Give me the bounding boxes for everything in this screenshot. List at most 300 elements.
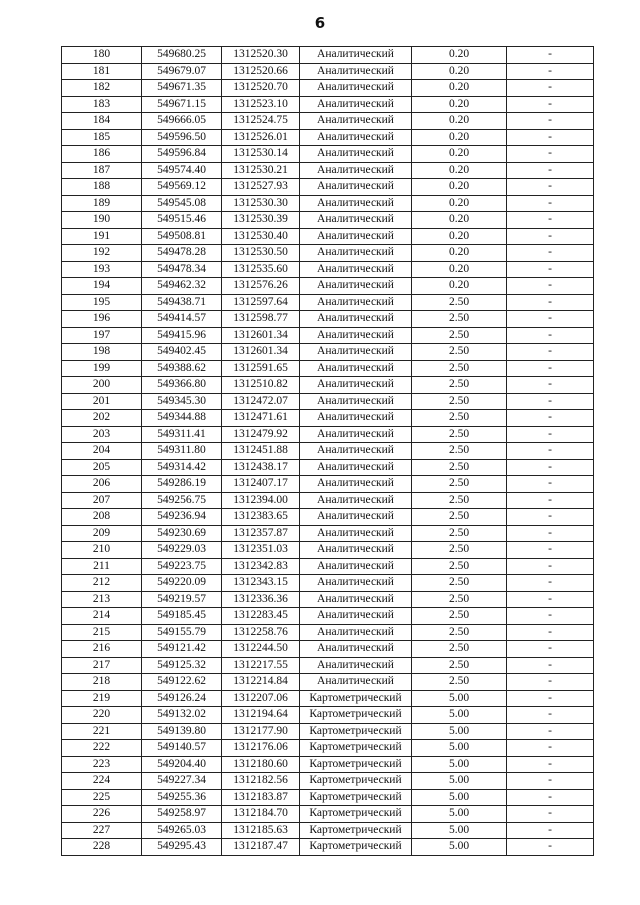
x-coordinate-cell: 549230.69 <box>142 525 222 542</box>
method-cell: Аналитический <box>300 558 412 575</box>
accuracy-cell: 2.50 <box>412 542 507 559</box>
note-cell: - <box>507 426 594 443</box>
table-row <box>62 146 594 163</box>
method-cell: Картометрический <box>300 723 412 740</box>
x-coordinate-cell: 549236.94 <box>142 509 222 526</box>
x-coordinate-cell: 549462.32 <box>142 278 222 295</box>
y-coordinate-cell: 1312576.26 <box>222 278 300 295</box>
y-coordinate-cell: 1312207.06 <box>222 690 300 707</box>
accuracy-cell: 2.50 <box>412 509 507 526</box>
note-cell: - <box>507 47 594 64</box>
note-cell: - <box>507 459 594 476</box>
note-cell: - <box>507 558 594 575</box>
table-row <box>62 608 594 625</box>
note-cell: - <box>507 756 594 773</box>
y-coordinate-cell: 1312176.06 <box>222 740 300 757</box>
y-coordinate-cell: 1312383.65 <box>222 509 300 526</box>
method-cell: Аналитический <box>300 344 412 361</box>
point-number-cell: 208 <box>62 509 142 526</box>
point-number-cell: 194 <box>62 278 142 295</box>
x-coordinate-cell: 549204.40 <box>142 756 222 773</box>
method-cell: Аналитический <box>300 278 412 295</box>
point-number-cell: 200 <box>62 377 142 394</box>
y-coordinate-cell: 1312526.01 <box>222 129 300 146</box>
accuracy-cell: 0.20 <box>412 80 507 97</box>
method-cell: Аналитический <box>300 129 412 146</box>
note-cell: - <box>507 393 594 410</box>
table-row <box>62 789 594 806</box>
method-cell: Картометрический <box>300 773 412 790</box>
table-row <box>62 641 594 658</box>
point-number-cell: 197 <box>62 327 142 344</box>
note-cell: - <box>507 96 594 113</box>
accuracy-cell: 2.50 <box>412 525 507 542</box>
y-coordinate-cell: 1312601.34 <box>222 344 300 361</box>
note-cell: - <box>507 806 594 823</box>
point-number-cell: 227 <box>62 822 142 839</box>
note-cell: - <box>507 575 594 592</box>
x-coordinate-cell: 549229.03 <box>142 542 222 559</box>
point-number-cell: 206 <box>62 476 142 493</box>
x-coordinate-cell: 549140.57 <box>142 740 222 757</box>
method-cell: Аналитический <box>300 492 412 509</box>
note-cell: - <box>507 377 594 394</box>
table-row <box>62 129 594 146</box>
note-cell: - <box>507 129 594 146</box>
accuracy-cell: 5.00 <box>412 773 507 790</box>
note-cell: - <box>507 542 594 559</box>
point-number-cell: 212 <box>62 575 142 592</box>
point-number-cell: 183 <box>62 96 142 113</box>
accuracy-cell: 0.20 <box>412 162 507 179</box>
note-cell: - <box>507 509 594 526</box>
point-number-cell: 195 <box>62 294 142 311</box>
method-cell: Аналитический <box>300 657 412 674</box>
method-cell: Аналитический <box>300 80 412 97</box>
note-cell: - <box>507 63 594 80</box>
note-cell: - <box>507 690 594 707</box>
method-cell: Аналитический <box>300 327 412 344</box>
table-row <box>62 212 594 229</box>
y-coordinate-cell: 1312530.30 <box>222 195 300 212</box>
note-cell: - <box>507 294 594 311</box>
accuracy-cell: 5.00 <box>412 789 507 806</box>
method-cell: Картометрический <box>300 839 412 856</box>
method-cell: Картометрический <box>300 707 412 724</box>
method-cell: Аналитический <box>300 294 412 311</box>
y-coordinate-cell: 1312407.17 <box>222 476 300 493</box>
note-cell: - <box>507 674 594 691</box>
accuracy-cell: 5.00 <box>412 806 507 823</box>
table-row <box>62 96 594 113</box>
point-number-cell: 217 <box>62 657 142 674</box>
x-coordinate-cell: 549388.62 <box>142 360 222 377</box>
accuracy-cell: 0.20 <box>412 278 507 295</box>
point-number-cell: 222 <box>62 740 142 757</box>
accuracy-cell: 2.50 <box>412 476 507 493</box>
y-coordinate-cell: 1312451.88 <box>222 443 300 460</box>
point-number-cell: 211 <box>62 558 142 575</box>
y-coordinate-cell: 1312520.70 <box>222 80 300 97</box>
y-coordinate-cell: 1312510.82 <box>222 377 300 394</box>
method-cell: Аналитический <box>300 575 412 592</box>
method-cell: Аналитический <box>300 162 412 179</box>
table-row <box>62 113 594 130</box>
x-coordinate-cell: 549155.79 <box>142 624 222 641</box>
point-number-cell: 182 <box>62 80 142 97</box>
accuracy-cell: 0.20 <box>412 96 507 113</box>
x-coordinate-cell: 549227.34 <box>142 773 222 790</box>
x-coordinate-cell: 549671.35 <box>142 80 222 97</box>
point-number-cell: 207 <box>62 492 142 509</box>
point-number-cell: 198 <box>62 344 142 361</box>
table-row <box>62 542 594 559</box>
table-row <box>62 690 594 707</box>
y-coordinate-cell: 1312185.63 <box>222 822 300 839</box>
table-row <box>62 245 594 262</box>
method-cell: Аналитический <box>300 261 412 278</box>
coordinates-table <box>61 46 594 856</box>
point-number-cell: 192 <box>62 245 142 262</box>
point-number-cell: 199 <box>62 360 142 377</box>
x-coordinate-cell: 549311.80 <box>142 443 222 460</box>
x-coordinate-cell: 549596.50 <box>142 129 222 146</box>
table-row <box>62 476 594 493</box>
method-cell: Аналитический <box>300 228 412 245</box>
method-cell: Аналитический <box>300 443 412 460</box>
method-cell: Аналитический <box>300 179 412 196</box>
table-row <box>62 773 594 790</box>
method-cell: Аналитический <box>300 476 412 493</box>
x-coordinate-cell: 549258.97 <box>142 806 222 823</box>
table-row <box>62 443 594 460</box>
method-cell: Аналитический <box>300 608 412 625</box>
table-row <box>62 822 594 839</box>
method-cell: Аналитический <box>300 360 412 377</box>
table-row <box>62 162 594 179</box>
x-coordinate-cell: 549121.42 <box>142 641 222 658</box>
method-cell: Аналитический <box>300 377 412 394</box>
table-row <box>62 179 594 196</box>
accuracy-cell: 2.50 <box>412 426 507 443</box>
table-row <box>62 311 594 328</box>
x-coordinate-cell: 549125.32 <box>142 657 222 674</box>
point-number-cell: 189 <box>62 195 142 212</box>
point-number-cell: 220 <box>62 707 142 724</box>
accuracy-cell: 0.20 <box>412 261 507 278</box>
method-cell: Аналитический <box>300 63 412 80</box>
x-coordinate-cell: 549139.80 <box>142 723 222 740</box>
x-coordinate-cell: 549219.57 <box>142 591 222 608</box>
x-coordinate-cell: 549508.81 <box>142 228 222 245</box>
y-coordinate-cell: 1312342.83 <box>222 558 300 575</box>
y-coordinate-cell: 1312530.40 <box>222 228 300 245</box>
point-number-cell: 186 <box>62 146 142 163</box>
note-cell: - <box>507 278 594 295</box>
y-coordinate-cell: 1312597.64 <box>222 294 300 311</box>
y-coordinate-cell: 1312471.61 <box>222 410 300 427</box>
accuracy-cell: 5.00 <box>412 822 507 839</box>
note-cell: - <box>507 789 594 806</box>
note-cell: - <box>507 179 594 196</box>
note-cell: - <box>507 624 594 641</box>
accuracy-cell: 0.20 <box>412 129 507 146</box>
point-number-cell: 204 <box>62 443 142 460</box>
point-number-cell: 203 <box>62 426 142 443</box>
y-coordinate-cell: 1312214.84 <box>222 674 300 691</box>
x-coordinate-cell: 549223.75 <box>142 558 222 575</box>
method-cell: Аналитический <box>300 426 412 443</box>
x-coordinate-cell: 549680.25 <box>142 47 222 64</box>
method-cell: Аналитический <box>300 542 412 559</box>
note-cell: - <box>507 212 594 229</box>
table-row <box>62 707 594 724</box>
table-row <box>62 839 594 856</box>
method-cell: Аналитический <box>300 47 412 64</box>
note-cell: - <box>507 492 594 509</box>
method-cell: Аналитический <box>300 393 412 410</box>
y-coordinate-cell: 1312183.87 <box>222 789 300 806</box>
table-row <box>62 344 594 361</box>
note-cell: - <box>507 839 594 856</box>
method-cell: Аналитический <box>300 674 412 691</box>
accuracy-cell: 2.50 <box>412 575 507 592</box>
accuracy-cell: 2.50 <box>412 393 507 410</box>
y-coordinate-cell: 1312180.60 <box>222 756 300 773</box>
x-coordinate-cell: 549515.46 <box>142 212 222 229</box>
y-coordinate-cell: 1312520.30 <box>222 47 300 64</box>
accuracy-cell: 2.50 <box>412 608 507 625</box>
point-number-cell: 196 <box>62 311 142 328</box>
x-coordinate-cell: 549265.03 <box>142 822 222 839</box>
x-coordinate-cell: 549545.08 <box>142 195 222 212</box>
y-coordinate-cell: 1312343.15 <box>222 575 300 592</box>
note-cell: - <box>507 525 594 542</box>
y-coordinate-cell: 1312357.87 <box>222 525 300 542</box>
x-coordinate-cell: 549478.34 <box>142 261 222 278</box>
point-number-cell: 215 <box>62 624 142 641</box>
method-cell: Аналитический <box>300 212 412 229</box>
method-cell: Аналитический <box>300 591 412 608</box>
x-coordinate-cell: 549220.09 <box>142 575 222 592</box>
note-cell: - <box>507 591 594 608</box>
note-cell: - <box>507 113 594 130</box>
note-cell: - <box>507 360 594 377</box>
note-cell: - <box>507 443 594 460</box>
point-number-cell: 187 <box>62 162 142 179</box>
method-cell: Аналитический <box>300 96 412 113</box>
note-cell: - <box>507 311 594 328</box>
accuracy-cell: 0.20 <box>412 228 507 245</box>
method-cell: Аналитический <box>300 525 412 542</box>
table-row <box>62 806 594 823</box>
x-coordinate-cell: 549255.36 <box>142 789 222 806</box>
y-coordinate-cell: 1312601.34 <box>222 327 300 344</box>
table-row <box>62 360 594 377</box>
method-cell: Картометрический <box>300 822 412 839</box>
accuracy-cell: 0.20 <box>412 245 507 262</box>
note-cell: - <box>507 822 594 839</box>
y-coordinate-cell: 1312591.65 <box>222 360 300 377</box>
x-coordinate-cell: 549311.41 <box>142 426 222 443</box>
y-coordinate-cell: 1312598.77 <box>222 311 300 328</box>
point-number-cell: 191 <box>62 228 142 245</box>
table-row <box>62 261 594 278</box>
method-cell: Аналитический <box>300 410 412 427</box>
accuracy-cell: 0.20 <box>412 113 507 130</box>
x-coordinate-cell: 549295.43 <box>142 839 222 856</box>
note-cell: - <box>507 228 594 245</box>
note-cell: - <box>507 245 594 262</box>
y-coordinate-cell: 1312524.75 <box>222 113 300 130</box>
coordinates-table-body <box>62 47 594 856</box>
x-coordinate-cell: 549569.12 <box>142 179 222 196</box>
table-row <box>62 624 594 641</box>
table-row <box>62 63 594 80</box>
table-row <box>62 509 594 526</box>
table-row <box>62 723 594 740</box>
y-coordinate-cell: 1312283.45 <box>222 608 300 625</box>
table-row <box>62 591 594 608</box>
accuracy-cell: 5.00 <box>412 690 507 707</box>
accuracy-cell: 2.50 <box>412 558 507 575</box>
point-number-cell: 214 <box>62 608 142 625</box>
method-cell: Аналитический <box>300 624 412 641</box>
note-cell: - <box>507 344 594 361</box>
note-cell: - <box>507 657 594 674</box>
point-number-cell: 181 <box>62 63 142 80</box>
y-coordinate-cell: 1312194.64 <box>222 707 300 724</box>
x-coordinate-cell: 549596.84 <box>142 146 222 163</box>
table-row <box>62 377 594 394</box>
x-coordinate-cell: 549345.30 <box>142 393 222 410</box>
note-cell: - <box>507 740 594 757</box>
y-coordinate-cell: 1312530.14 <box>222 146 300 163</box>
point-number-cell: 190 <box>62 212 142 229</box>
accuracy-cell: 2.50 <box>412 294 507 311</box>
method-cell: Картометрический <box>300 806 412 823</box>
accuracy-cell: 5.00 <box>412 707 507 724</box>
x-coordinate-cell: 549402.45 <box>142 344 222 361</box>
note-cell: - <box>507 641 594 658</box>
accuracy-cell: 0.20 <box>412 195 507 212</box>
note-cell: - <box>507 195 594 212</box>
accuracy-cell: 5.00 <box>412 723 507 740</box>
x-coordinate-cell: 549314.42 <box>142 459 222 476</box>
x-coordinate-cell: 549185.45 <box>142 608 222 625</box>
accuracy-cell: 0.20 <box>412 63 507 80</box>
point-number-cell: 225 <box>62 789 142 806</box>
point-number-cell: 226 <box>62 806 142 823</box>
table-row <box>62 228 594 245</box>
table-row <box>62 657 594 674</box>
point-number-cell: 202 <box>62 410 142 427</box>
accuracy-cell: 0.20 <box>412 179 507 196</box>
method-cell: Картометрический <box>300 756 412 773</box>
point-number-cell: 223 <box>62 756 142 773</box>
accuracy-cell: 5.00 <box>412 740 507 757</box>
accuracy-cell: 2.50 <box>412 492 507 509</box>
point-number-cell: 216 <box>62 641 142 658</box>
x-coordinate-cell: 549256.75 <box>142 492 222 509</box>
y-coordinate-cell: 1312258.76 <box>222 624 300 641</box>
y-coordinate-cell: 1312351.03 <box>222 542 300 559</box>
point-number-cell: 213 <box>62 591 142 608</box>
table-row <box>62 426 594 443</box>
table-row <box>62 756 594 773</box>
method-cell: Аналитический <box>300 245 412 262</box>
point-number-cell: 224 <box>62 773 142 790</box>
note-cell: - <box>507 723 594 740</box>
x-coordinate-cell: 549415.96 <box>142 327 222 344</box>
x-coordinate-cell: 549679.07 <box>142 63 222 80</box>
accuracy-cell: 0.20 <box>412 146 507 163</box>
point-number-cell: 188 <box>62 179 142 196</box>
page-number: 6 <box>314 14 326 32</box>
accuracy-cell: 5.00 <box>412 756 507 773</box>
accuracy-cell: 2.50 <box>412 459 507 476</box>
table-row <box>62 294 594 311</box>
table-row <box>62 278 594 295</box>
accuracy-cell: 2.50 <box>412 344 507 361</box>
method-cell: Аналитический <box>300 146 412 163</box>
x-coordinate-cell: 549666.05 <box>142 113 222 130</box>
y-coordinate-cell: 1312520.66 <box>222 63 300 80</box>
y-coordinate-cell: 1312187.47 <box>222 839 300 856</box>
note-cell: - <box>507 707 594 724</box>
y-coordinate-cell: 1312177.90 <box>222 723 300 740</box>
y-coordinate-cell: 1312479.92 <box>222 426 300 443</box>
method-cell: Картометрический <box>300 690 412 707</box>
accuracy-cell: 2.50 <box>412 360 507 377</box>
table-row <box>62 492 594 509</box>
point-number-cell: 201 <box>62 393 142 410</box>
accuracy-cell: 2.50 <box>412 591 507 608</box>
y-coordinate-cell: 1312472.07 <box>222 393 300 410</box>
note-cell: - <box>507 773 594 790</box>
x-coordinate-cell: 549344.88 <box>142 410 222 427</box>
x-coordinate-cell: 549574.40 <box>142 162 222 179</box>
y-coordinate-cell: 1312182.56 <box>222 773 300 790</box>
method-cell: Аналитический <box>300 311 412 328</box>
y-coordinate-cell: 1312530.21 <box>222 162 300 179</box>
accuracy-cell: 2.50 <box>412 641 507 658</box>
x-coordinate-cell: 549122.62 <box>142 674 222 691</box>
method-cell: Аналитический <box>300 641 412 658</box>
y-coordinate-cell: 1312527.93 <box>222 179 300 196</box>
x-coordinate-cell: 549286.19 <box>142 476 222 493</box>
method-cell: Аналитический <box>300 509 412 526</box>
point-number-cell: 221 <box>62 723 142 740</box>
y-coordinate-cell: 1312523.10 <box>222 96 300 113</box>
accuracy-cell: 2.50 <box>412 657 507 674</box>
accuracy-cell: 2.50 <box>412 624 507 641</box>
accuracy-cell: 2.50 <box>412 327 507 344</box>
x-coordinate-cell: 549132.02 <box>142 707 222 724</box>
y-coordinate-cell: 1312530.50 <box>222 245 300 262</box>
accuracy-cell: 2.50 <box>412 410 507 427</box>
note-cell: - <box>507 162 594 179</box>
accuracy-cell: 2.50 <box>412 443 507 460</box>
x-coordinate-cell: 549478.28 <box>142 245 222 262</box>
note-cell: - <box>507 476 594 493</box>
table-row <box>62 47 594 64</box>
accuracy-cell: 2.50 <box>412 311 507 328</box>
method-cell: Аналитический <box>300 195 412 212</box>
x-coordinate-cell: 549438.71 <box>142 294 222 311</box>
point-number-cell: 210 <box>62 542 142 559</box>
point-number-cell: 180 <box>62 47 142 64</box>
